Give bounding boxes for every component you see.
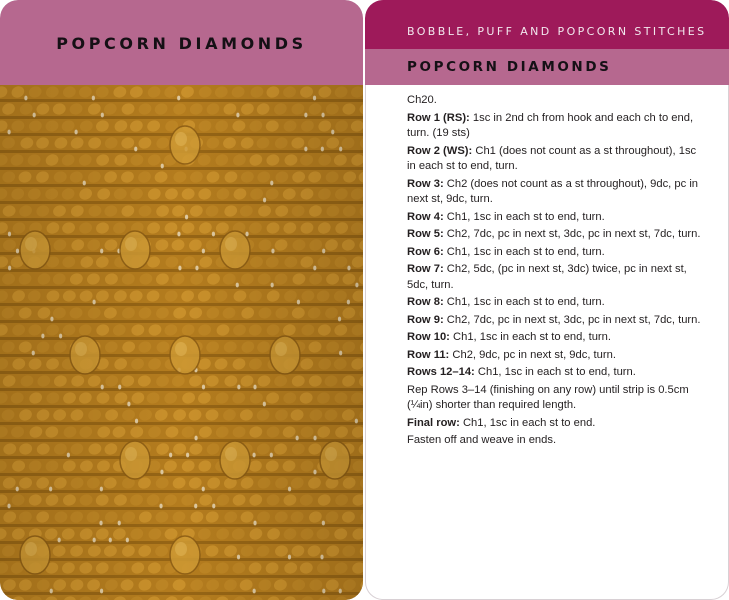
row-label: Row 10:: [407, 331, 450, 343]
row-label: Row 11:: [407, 348, 450, 361]
instruction-line: [407, 433, 703, 449]
swatch-card: [0, 0, 363, 600]
instruction-line: [407, 177, 703, 208]
instruction-line: [407, 262, 703, 293]
row-text: Ch2, 7dc, pc in next st, 3dc, pc in next st, 7dc, turn.: [443, 313, 701, 326]
category-band: [365, 0, 729, 49]
pattern-title: POPCORN DIAMONDS: [407, 59, 612, 75]
row-text: 1sc in 2nd ch from hook and each ch to end, turn. (19 sts): [407, 111, 694, 139]
pattern-instructions: [407, 93, 703, 451]
row-text: Ch2 (does not count as a st throughout), 9dc, pc in next st, 9dc, turn.: [407, 177, 699, 205]
row-text: Ch1, 1sc in each st to end, turn.: [443, 296, 605, 308]
row-text: Ch2, 5dc, (pc in next st, 3dc) twice, pc in next st, 5dc, turn.: [407, 263, 687, 291]
instruction-line: [407, 210, 703, 226]
row-label: Row 6:: [407, 245, 444, 258]
row-label: Row 9:: [407, 313, 444, 326]
row-label: Row 8:: [407, 296, 444, 308]
pattern-card: [365, 0, 729, 600]
instruction-line: [407, 330, 703, 346]
instruction-line: [407, 144, 703, 175]
instruction-line: [407, 111, 703, 142]
instruction-line: [407, 416, 703, 432]
instruction-line: [407, 365, 703, 381]
category-label: BOBBLE, PUFF AND POPCORN STITCHES: [407, 25, 707, 38]
row-label: Row 5:: [407, 228, 444, 240]
swatch-card-header: [0, 0, 363, 85]
instruction-line: [407, 348, 703, 364]
row-label: Final row:: [407, 416, 460, 429]
row-label: Row 7:: [407, 263, 444, 275]
instruction-line: [407, 245, 703, 261]
swatch-title: POPCORN DIAMONDS: [56, 34, 307, 53]
row-label: Rows 12–14:: [407, 366, 475, 378]
row-text: Ch2, 7dc, pc in next st, 3dc, pc in next st, 7dc, turn.: [443, 228, 701, 240]
row-text: Ch1 (does not count as a st throughout), 1sc in each st to end, turn.: [407, 144, 697, 172]
instruction-line: [407, 93, 703, 109]
instruction-line: [407, 383, 703, 414]
row-text: Rep Rows 3–14 (finishing on any row) until strip is 0.5cm (¼in) shorter than required length.: [407, 383, 689, 411]
instruction-line: [407, 313, 703, 329]
row-text: Fasten off and weave in ends.: [407, 434, 557, 446]
instruction-line: [407, 227, 703, 243]
crochet-texture: [0, 85, 363, 600]
row-label: Row 3:: [407, 177, 444, 190]
row-label: Row 2 (WS):: [407, 144, 473, 157]
row-text: Ch2, 9dc, pc in next st, 9dc, turn.: [449, 348, 616, 361]
row-text: Ch1, 1sc in each st to end, turn.: [474, 366, 636, 378]
row-text: Ch1, 1sc in each st to end.: [459, 416, 596, 429]
pattern-title-band: [365, 49, 729, 85]
crochet-swatch-photo: [0, 85, 363, 600]
row-text: Ch1, 1sc in each st to end, turn.: [443, 245, 605, 258]
row-text: Ch1, 1sc in each st to end, turn.: [449, 331, 611, 343]
instruction-line: [407, 295, 703, 311]
row-label: Row 4:: [407, 210, 444, 223]
row-label: Row 1 (RS):: [407, 111, 470, 124]
row-text: Ch20.: [407, 94, 437, 106]
row-text: Ch1, 1sc in each st to end, turn.: [443, 210, 605, 223]
